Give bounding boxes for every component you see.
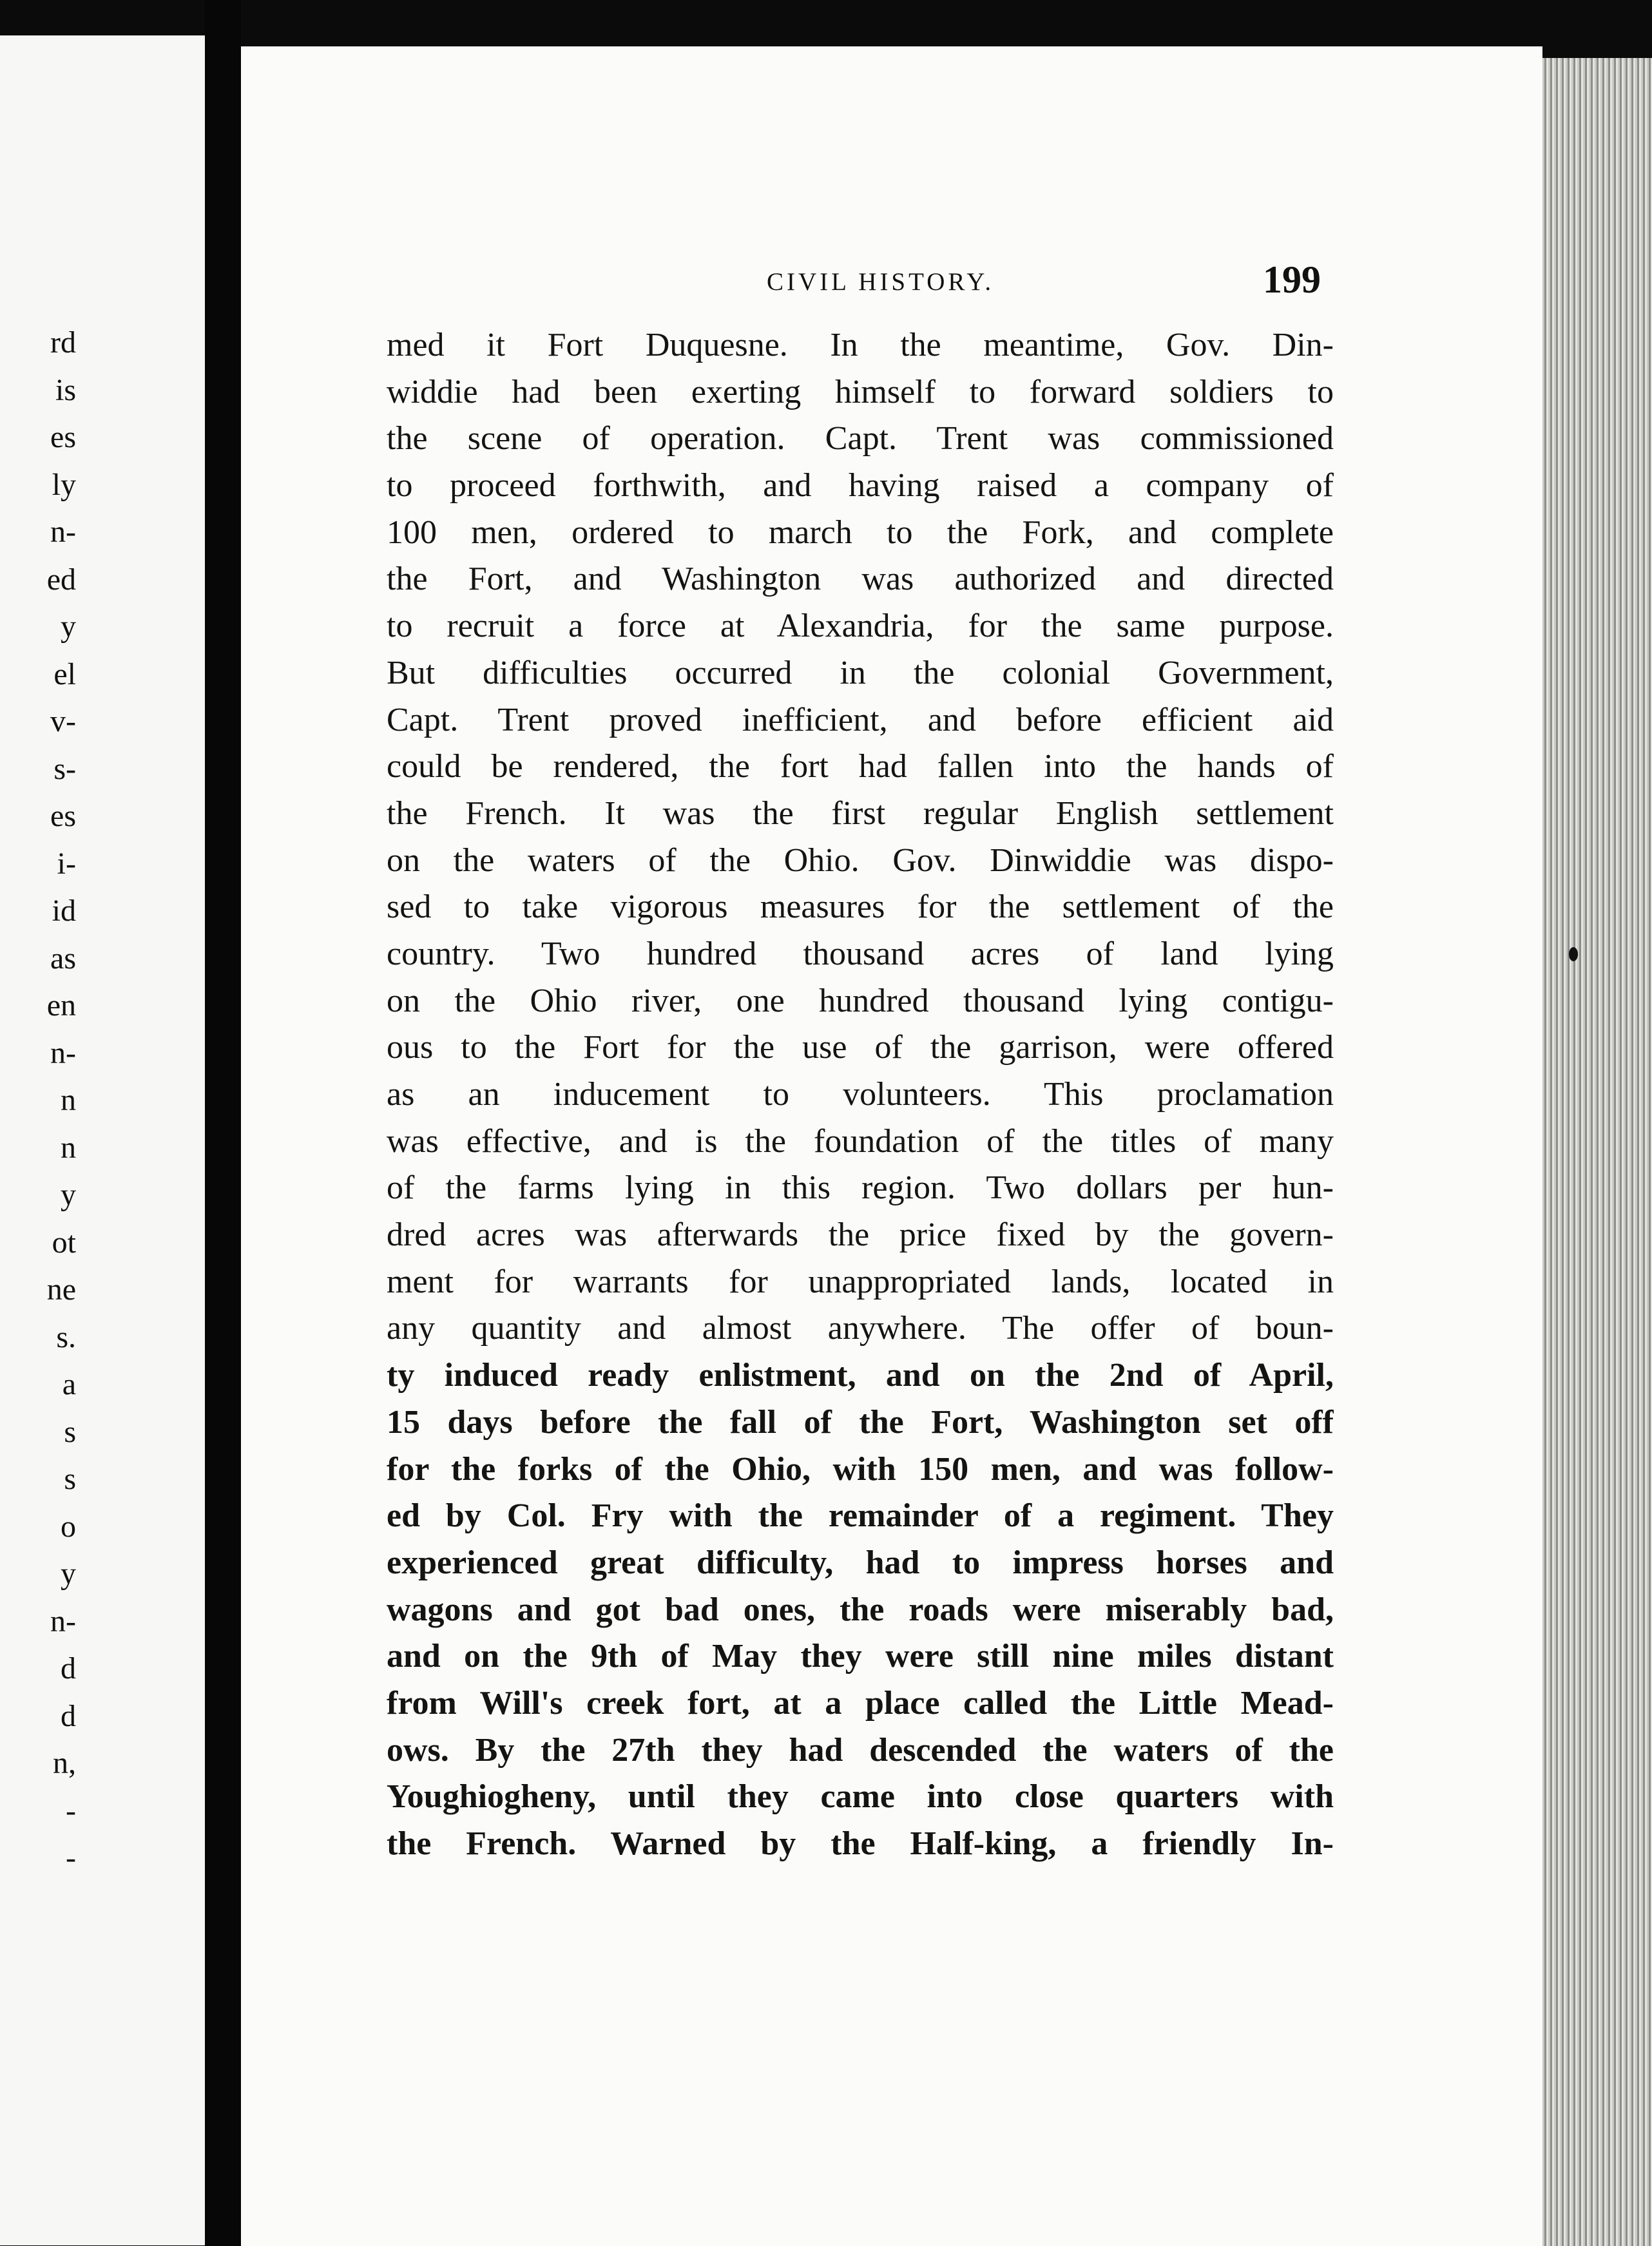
facing-page-fragment: d [61, 1698, 76, 1733]
facing-page-fragment: es [50, 799, 76, 833]
text-line: 15 days before the fall of the Fort, Washington set off [387, 1403, 1334, 1441]
facing-page-fragment: el [53, 657, 76, 691]
text-line: the French. Warned by the Half-king, a friendly In- [387, 1825, 1334, 1862]
text-line: wagons and got bad ones, the roads were miserably bad, [387, 1591, 1334, 1628]
text-line: of the farms lying in this region. Two dollars per hun- [387, 1169, 1334, 1207]
facing-page-fragment: - [66, 1793, 76, 1828]
facing-page-fragment: n- [50, 1604, 76, 1638]
facing-page-fragment: n- [50, 1035, 76, 1070]
facing-page-fragment: - [66, 1841, 76, 1875]
facing-page-fragment: ed [46, 562, 76, 597]
text-line: ty induced ready enlistment, and on the 2nd of April, [387, 1357, 1334, 1394]
text-line: widdie had been exerting himself to forward soldiers to [387, 373, 1334, 410]
text-line: Capt. Trent proved inefficient, and before efficient aid [387, 701, 1334, 738]
facing-page-fragment: ne [46, 1272, 76, 1307]
text-line: dred acres was afterwards the price fixed by the govern- [387, 1216, 1334, 1254]
facing-page-fragment: i- [57, 846, 76, 881]
text-line: the Fort, and Washington was authorized and directed [387, 561, 1334, 598]
facing-page-fragment: n, [53, 1746, 76, 1780]
facing-page-fragment: y [61, 609, 76, 644]
text-line: sed to take vigorous measures for the settlement of the [387, 888, 1334, 926]
facing-page-fragment: o [61, 1509, 76, 1544]
running-head: CIVIL HISTORY. [767, 268, 995, 296]
text-line: was effective, and is the foundation of the titles of many [387, 1122, 1334, 1160]
facing-page-fragment: ly [52, 467, 76, 502]
text-line: experienced great difficulty, had to impress horses and [387, 1544, 1334, 1581]
facing-page-fragment: en [46, 988, 76, 1022]
text-line: ows. By the 27th they had descended the waters of the [387, 1731, 1334, 1769]
text-line: on the Ohio river, one hundred thousand lying contigu- [387, 982, 1334, 1019]
facing-page-fragment: v- [50, 704, 76, 738]
facing-page-fragment: y [61, 1557, 76, 1591]
text-line: country. Two hundred thousand acres of land lying [387, 935, 1334, 972]
text-line: on the waters of the Ohio. Gov. Dinwiddie was dispo- [387, 841, 1334, 879]
facing-page-fragment: es [50, 420, 76, 454]
text-line: the French. It was the first regular English settlement [387, 794, 1334, 832]
text-line: 100 men, ordered to march to the Fork, and complete [387, 514, 1334, 551]
edge-mark [1569, 947, 1578, 961]
facing-page-fragment: id [52, 894, 76, 928]
text-line: any quantity and almost anywhere. The offer of boun- [387, 1310, 1334, 1347]
facing-page-fragment: n [61, 1130, 76, 1165]
facing-page-fragment: as [50, 941, 76, 975]
facing-page-fragment: rd [50, 325, 76, 360]
facing-page-fragment: ot [52, 1225, 76, 1260]
text-line: to proceed forthwith, and having raised a company of [387, 467, 1334, 504]
page-number: 199 [1263, 258, 1321, 301]
text-line: med it Fort Duquesne. In the meantime, Gov. Din- [387, 327, 1334, 363]
facing-page-fragment: n- [50, 515, 76, 549]
text-line: could be rendered, the fort had fallen into the hands of [387, 748, 1334, 785]
text-line: from Will's creek fort, at a place called the Little Mead- [387, 1684, 1334, 1722]
book-gutter [205, 0, 241, 2246]
text-line: ed by Col. Fry with the remainder of a regiment. They [387, 1497, 1334, 1535]
facing-page-fragment: a [62, 1367, 76, 1401]
text-line: for the forks of the Ohio, with 150 men, and was follow- [387, 1450, 1334, 1488]
facing-page-fragment: s- [53, 751, 76, 786]
text-line: ment for warrants for unappropriated lands, located in [387, 1263, 1334, 1300]
page-edges [1542, 58, 1652, 2246]
facing-page-fragment: s. [56, 1320, 76, 1354]
text-line: Youghiogheny, until they came into close quarters with [387, 1778, 1334, 1816]
text-line: to recruit a force at Alexandria, for the same purpose. [387, 608, 1334, 645]
facing-page-fragment: n [61, 1083, 76, 1117]
facing-page-fragment: y [61, 1178, 76, 1212]
facing-page-fragment: d [61, 1651, 76, 1685]
text-line: But difficulties occurred in the colonial Government, [387, 654, 1334, 691]
text-line: ous to the Fort for the use of the garrison, were offered [387, 1029, 1334, 1066]
body-text [387, 322, 1334, 1868]
text-line: as an inducement to volunteers. This proclamation [387, 1076, 1334, 1113]
text-line: and on the 9th of May they were still nine miles distant [387, 1638, 1334, 1675]
facing-page-fragment: s [64, 1462, 76, 1496]
text-line: the scene of operation. Capt. Trent was commissioned [387, 420, 1334, 457]
facing-page-fragment: is [55, 372, 76, 407]
facing-page-fragment: s [64, 1414, 76, 1449]
facing-page-text-fragments [0, 319, 76, 1882]
